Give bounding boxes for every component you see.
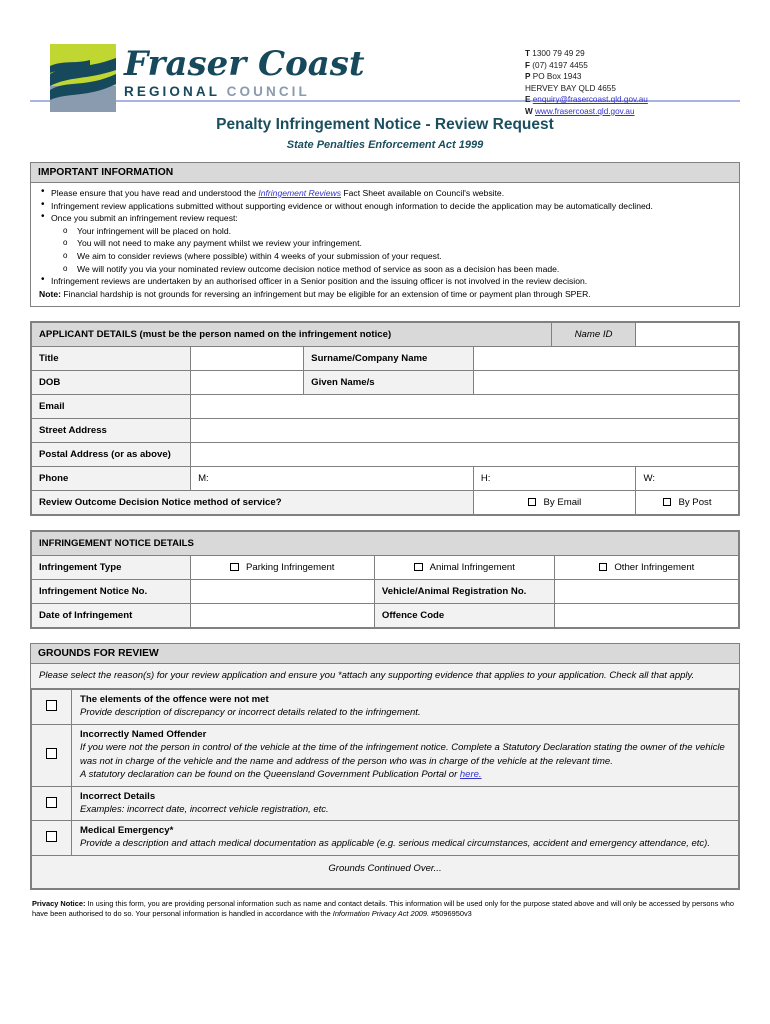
website-link[interactable]: www.frasercoast.qld.gov.au: [535, 106, 635, 116]
grounds-description: Provide a description and attach medical documentation as applicable (e.g. serious medical circumstances, accident and emergency attendance, etc).: [80, 838, 710, 850]
grounds-title: Incorrectly Named Offender: [80, 728, 207, 740]
info-sub-4: o We will notify you via your nominated review outcome decision notice method of service as soon as a decision has been made.: [39, 263, 731, 276]
privacy-notice: [30, 899, 740, 920]
phone-label: Phone: [32, 467, 191, 491]
logo-wordmark: [124, 44, 365, 99]
grounds-checkbox-cell[interactable]: [32, 724, 72, 786]
given-names-input[interactable]: [473, 371, 738, 395]
table-row: [32, 580, 739, 604]
checkbox-icon[interactable]: [46, 700, 57, 711]
checkbox-icon[interactable]: [528, 498, 537, 507]
service-method-label: Review Outcome Decision Notice method of service?: [32, 491, 474, 515]
statutory-declaration-link[interactable]: here.: [459, 769, 482, 781]
info-bullet-4: • Infringement reviews are undertaken by an authorised officer in a Senior position and the issuing officer is not involved in the review decision.: [39, 275, 731, 288]
table-row: [32, 855, 739, 888]
name-id-label: Name ID: [551, 323, 636, 347]
list-item: [32, 690, 739, 725]
infringement-notice-section: [30, 530, 740, 629]
name-id-input[interactable]: [636, 323, 739, 347]
fax-prefix: F: [525, 60, 531, 70]
important-information-heading: IMPORTANT INFORMATION: [31, 163, 739, 183]
type-other-option[interactable]: [555, 556, 739, 580]
important-information-section: [30, 162, 740, 307]
infringement-type-label: Infringement Type: [32, 556, 191, 580]
applicant-details-section: [30, 321, 740, 516]
service-by-email-option[interactable]: [473, 491, 636, 515]
contact-email-line: [525, 94, 740, 106]
table-row: [32, 371, 739, 395]
applicant-details-heading: APPLICANT DETAILS (must be the person named on the infringement notice): [32, 323, 552, 347]
table-row: [32, 532, 739, 556]
date-of-infringement-input[interactable]: [191, 604, 375, 628]
checkbox-icon[interactable]: [46, 748, 57, 759]
page-subtitle: State Penalties Enforcement Act 1999: [286, 139, 484, 151]
checkbox-icon[interactable]: [663, 498, 672, 507]
street-address-input[interactable]: [191, 419, 739, 443]
type-animal-label: Animal Infringement: [429, 562, 515, 574]
checkbox-icon[interactable]: [230, 563, 239, 572]
grounds-title: Incorrect Details: [80, 790, 156, 802]
list-item: [32, 786, 739, 821]
service-by-email-label: By Email: [543, 497, 582, 509]
grounds-title: Medical Emergency*: [80, 825, 174, 837]
grounds-title: The elements of the offence were not met: [80, 694, 269, 706]
surname-label: Surname/Company Name: [304, 347, 474, 371]
infringement-notice-table: [31, 531, 739, 628]
post-prefix: P: [525, 72, 531, 82]
phone-work-input[interactable]: W:: [636, 467, 739, 491]
info-note: [39, 288, 731, 301]
checkbox-icon[interactable]: [46, 831, 57, 842]
table-row: [32, 491, 739, 515]
service-by-post-label: By Post: [678, 497, 712, 509]
offence-code-input[interactable]: [555, 604, 739, 628]
info-note-text: Financial hardship is not grounds for reversing an infringement but may be eligible for an extension of time or payment plan through SPER.: [60, 288, 591, 299]
checkbox-icon[interactable]: [599, 563, 608, 572]
table-row: [32, 604, 739, 628]
grounds-intro-text: Please select the reason(s) for your review application and ensure you *attach any supporting evidence that applies to your application. Check all that apply.: [31, 664, 739, 689]
type-animal-option[interactable]: [374, 556, 554, 580]
logo-regional-text: REGIONAL: [124, 84, 220, 99]
info-sub-1: o Your infringement will be placed on hold.: [39, 225, 731, 238]
grounds-table: [31, 689, 739, 889]
email-label: Email: [32, 395, 191, 419]
dob-label: DOB: [32, 371, 191, 395]
date-of-infringement-label: Date of Infringement: [32, 604, 191, 628]
registration-input[interactable]: [555, 580, 739, 604]
offence-code-label: Offence Code: [374, 604, 554, 628]
notice-number-input[interactable]: [191, 580, 375, 604]
title-label: Title: [32, 347, 191, 371]
notice-number-label: Infringement Notice No.: [32, 580, 191, 604]
info-sub-3: o We aim to consider reviews (where possible) within 4 weeks of your submission of your request.: [39, 250, 731, 263]
list-item: [32, 724, 739, 786]
table-row: [32, 323, 739, 347]
statdec-text: A statutory declaration can be found on the Queensland Government Publication Portal or: [80, 769, 460, 781]
logo-mark-icon: [50, 44, 116, 112]
info-bullet-1-pre: Please ensure that you have read and understood the: [51, 188, 259, 198]
info-sub-2: o You will not need to make any payment whilst we review your infringement.: [39, 237, 731, 250]
title-input[interactable]: [191, 347, 304, 371]
logo-council-text: COUNCIL: [226, 84, 310, 99]
given-names-label: Given Name/s: [304, 371, 474, 395]
infringement-notice-heading: INFRINGEMENT NOTICE DETAILS: [32, 532, 739, 556]
logo-script-text: Fraser Coast: [124, 44, 365, 84]
grounds-text-cell: [72, 786, 739, 821]
grounds-checkbox-cell[interactable]: [32, 821, 72, 856]
grounds-text-cell: [72, 821, 739, 856]
email-link[interactable]: enquiry@frasercoast.qld.gov.au: [532, 95, 648, 105]
type-other-label: Other Infringement: [614, 562, 695, 574]
privacy-label: Privacy Notice:: [32, 898, 86, 908]
contact-city: HERVEY BAY QLD 4655: [525, 83, 616, 93]
info-bullet-2: • Infringement review applications submitted without supporting evidence or without enough information to decide the application may be automatically declined.: [39, 200, 731, 213]
dob-input[interactable]: [191, 371, 304, 395]
council-logo: [30, 44, 365, 112]
list-item: [32, 821, 739, 856]
service-by-post-option[interactable]: [636, 491, 739, 515]
privacy-reference: #5096950v3: [429, 909, 472, 919]
page-title: Penalty Infringement Notice - Review Request: [216, 116, 554, 133]
grounds-text-cell: [72, 724, 739, 786]
checkbox-icon[interactable]: [414, 563, 423, 572]
table-row: [32, 419, 739, 443]
grounds-continued-text: Grounds Continued Over...: [32, 855, 739, 888]
checkbox-icon[interactable]: [46, 797, 57, 808]
contact-post-line: [525, 71, 740, 83]
contact-web-line: [525, 106, 740, 118]
logo-subtitle: [124, 84, 365, 99]
fax-value: (07) 4197 4455: [532, 60, 588, 70]
postal-address-input[interactable]: [191, 443, 739, 467]
table-row: [32, 467, 739, 491]
infringement-reviews-link[interactable]: Infringement Reviews: [258, 188, 341, 198]
post-value: PO Box 1943: [532, 72, 582, 82]
info-note-label: Note:: [39, 288, 61, 299]
type-parking-label: Parking Infringement: [245, 562, 335, 574]
grounds-for-review-heading: GROUNDS FOR REVIEW: [31, 644, 739, 664]
privacy-text: In using this form, you are providing personal information such as name and contact details. This information will be used only for the purpose stated above and will only be accessed by persons who have been authorised to do so. Your personal information is handled in accordance with the: [32, 898, 734, 919]
email-input[interactable]: [191, 395, 739, 419]
table-row: [32, 347, 739, 371]
privacy-act: Information Privacy Act 2009.: [332, 909, 430, 919]
info-bullet-1-post: Fact Sheet available on Council's website.: [341, 188, 505, 198]
important-information-body: [31, 183, 739, 306]
grounds-description: Provide description of discrepancy or incorrect details related to the infringement.: [80, 707, 421, 719]
table-row: [32, 443, 739, 467]
phone-prefix: T: [525, 49, 531, 58]
info-bullet-3: • Once you submit an infringement review request:: [39, 212, 731, 225]
grounds-checkbox-cell[interactable]: [32, 786, 72, 821]
postal-address-label: Postal Address (or as above): [32, 443, 191, 467]
email-prefix: E: [525, 95, 531, 105]
table-row: [32, 556, 739, 580]
grounds-description-secondary: [80, 768, 730, 782]
grounds-description: If you were not the person in control of the vehicle at the time of the infringement notice. Complete a Statutory Declaration stating the owner of the vehicle was not in charge of the vehicle and the name and address of the person who was in charge of the vehicle at the relevant time.: [80, 741, 725, 767]
contact-fax-line: [525, 60, 740, 72]
applicant-details-table: [31, 322, 739, 515]
contact-phone-line: [525, 48, 740, 60]
phone-value: 1300 79 49 29: [532, 49, 585, 58]
grounds-text-cell: [72, 690, 739, 725]
web-prefix: W: [525, 106, 533, 116]
type-parking-option[interactable]: [191, 556, 375, 580]
page-header: [30, 0, 740, 116]
grounds-checkbox-cell[interactable]: [32, 690, 72, 725]
registration-label: Vehicle/Animal Registration No.: [374, 580, 554, 604]
info-bullet-1: [39, 187, 731, 200]
grounds-description: Examples: incorrect date, incorrect vehicle registration, etc.: [80, 803, 329, 815]
street-address-label: Street Address: [32, 419, 191, 443]
surname-input[interactable]: [473, 347, 738, 371]
phone-mobile-input[interactable]: M:: [191, 467, 474, 491]
phone-home-input[interactable]: H:: [473, 467, 636, 491]
table-row: [32, 395, 739, 419]
contact-details: [525, 44, 740, 118]
grounds-for-review-section: [30, 643, 740, 890]
